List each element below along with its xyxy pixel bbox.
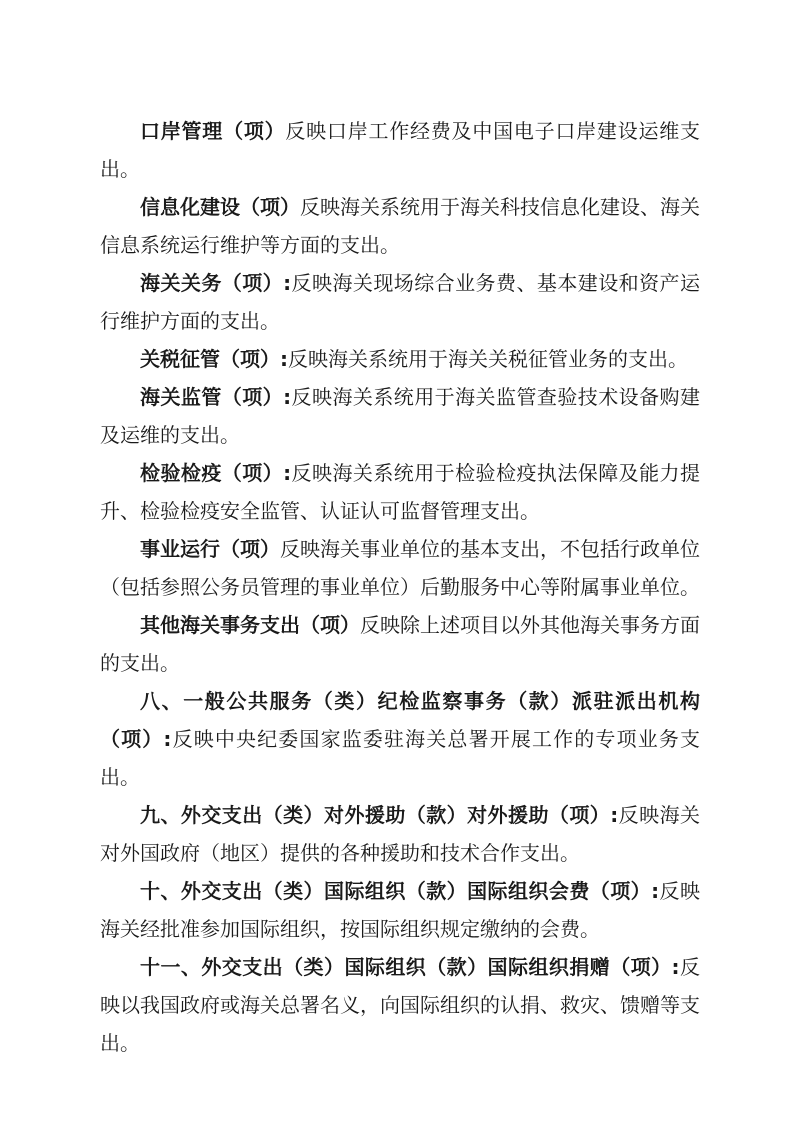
term-description: 反映口岸工作经费及中国电子口岸建设运维支出。 [100, 119, 701, 181]
term-description: 反映海关系统用于检验检疫执法保障及能力提升、检验检疫安全监管、认证认可监督管理支出。 [100, 461, 700, 523]
term-heading: 事业运行（项） [140, 537, 280, 561]
term-description: 反映海关现场综合业务费、基本建设和资产运行维护方面的支出。 [100, 271, 700, 333]
section-description: 反映以我国政府或海关总署名义，向国际组织的认捐、救灾、馈赠等支出。 [100, 955, 701, 1055]
paragraph-section-ten [100, 872, 700, 948]
paragraph-informatization [100, 188, 700, 264]
section-description: 反映海关经批准参加国际组织，按国际组织规定缴纳的会费。 [100, 879, 700, 941]
term-description: 反映海关事业单位的基本支出，不包括行政单位（包括参照公务员管理的事业单位）后勤服务中心等附属事业单位。 [100, 537, 700, 599]
paragraph-customs-affairs [100, 264, 700, 340]
paragraph-port-management [100, 112, 700, 188]
term-description: 反映海关系统用于海关科技信息化建设、海关信息系统运行维护等方面的支出。 [100, 195, 700, 257]
paragraph-section-nine [100, 796, 700, 872]
section-description: 反映中央纪委国家监委驻海关总署开展工作的专项业务支出。 [100, 727, 701, 789]
paragraph-inspection-quarantine [100, 454, 700, 530]
document-body [100, 112, 700, 1062]
term-heading: 关税征管（项）: [140, 347, 288, 371]
paragraph-section-eleven [100, 948, 700, 1062]
paragraph-tariff-collection [100, 340, 700, 378]
section-heading: 八、一般公共服务（类）纪检监察事务（款）派驻派出机构（项）: [100, 689, 700, 751]
section-heading: 十一、外交支出（类）国际组织（款）国际组织捐赠（项）: [140, 955, 680, 979]
paragraph-other-customs-expenditure [100, 606, 700, 682]
term-heading: 检验检疫（项）: [140, 461, 292, 485]
term-description: 反映除上述项目以外其他海关事务方面的支出。 [100, 613, 700, 675]
term-description: 反映海关系统用于海关关税征管业务的支出。 [288, 347, 688, 371]
section-heading: 九、外交支出（类）对外援助（款）对外援助（项）: [140, 803, 619, 827]
term-heading: 海关监管（项）: [140, 385, 292, 409]
section-heading: 十、外交支出（类）国际组织（款）国际组织会费（项）: [140, 879, 660, 903]
paragraph-institution-operation [100, 530, 700, 606]
term-heading: 其他海关事务支出（项） [140, 613, 360, 637]
term-heading: 海关关务（项）: [140, 271, 292, 295]
term-description: 反映海关系统用于海关监管查验技术设备购建及运维的支出。 [100, 385, 700, 447]
term-heading: 信息化建设（项） [140, 195, 300, 219]
section-description: 反映海关对外国政府（地区）提供的各种援助和技术合作支出。 [100, 803, 701, 865]
paragraph-customs-supervision [100, 378, 700, 454]
paragraph-section-eight [100, 682, 700, 796]
term-heading: 口岸管理（项） [140, 119, 286, 143]
